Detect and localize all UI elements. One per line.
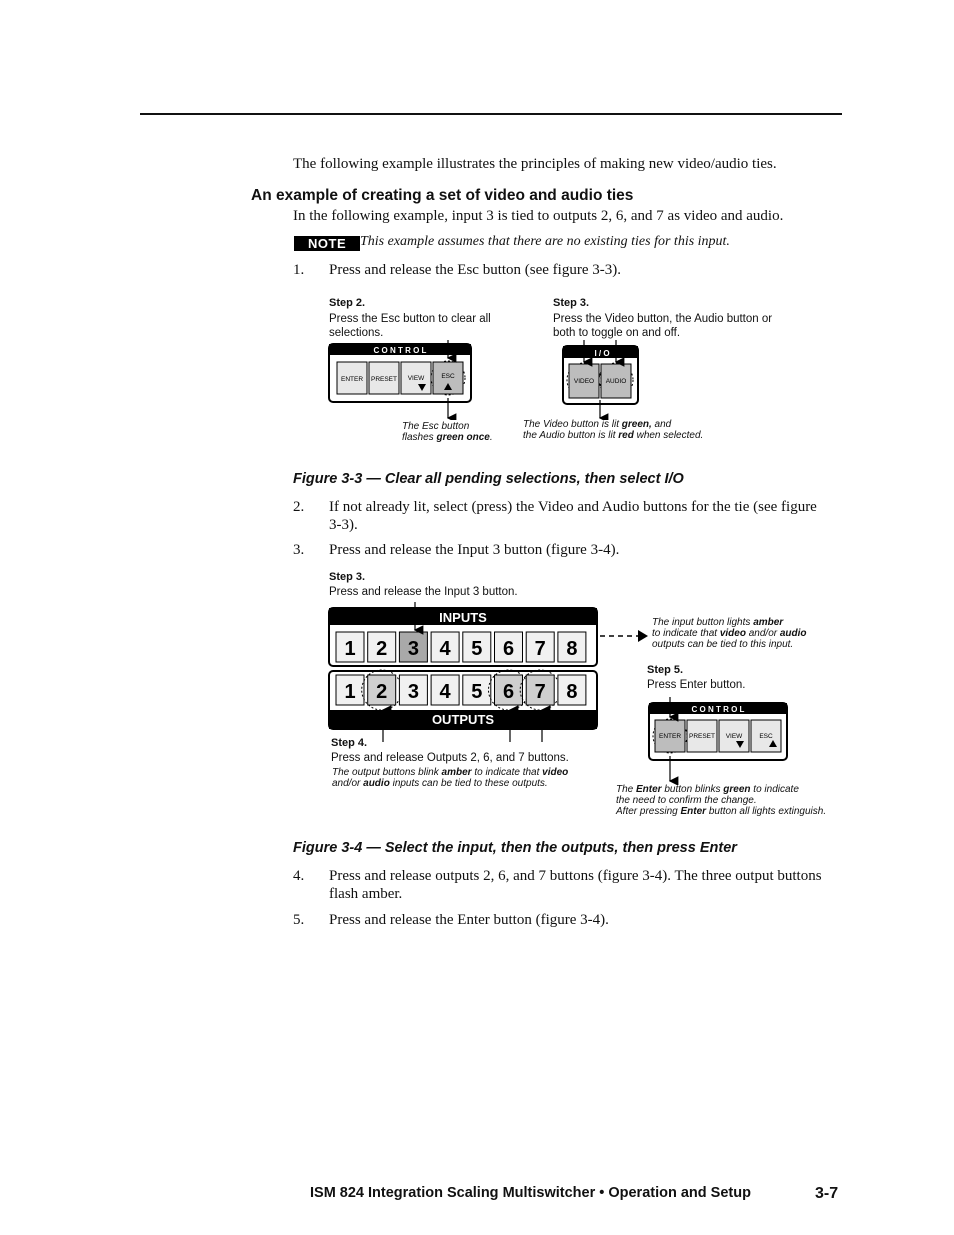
input-button-2[interactable] xyxy=(368,632,396,662)
input-button-4[interactable] xyxy=(431,632,459,662)
enter-caption: The Enter button blinks green to indicate the need to confirm the change. After pressing Enter button all lights extinguish. xyxy=(616,784,827,817)
footer-title: ISM 824 Integration Scaling Multiswitcher • Operation and Setup xyxy=(310,1185,751,1201)
input-caption: The input button lights amber to indicate that video and/or audio outputs can be tied to this input. xyxy=(652,617,807,650)
view-button[interactable] xyxy=(401,362,431,394)
list-item-text: Press and release the Enter button (figure 3-4). xyxy=(329,912,609,928)
intro-paragraph: The following example illustrates the principles of making new video/audio ties. xyxy=(293,156,777,172)
io-panel xyxy=(563,340,638,418)
enter-button[interactable] xyxy=(337,362,367,394)
input-button-7[interactable] xyxy=(526,632,554,662)
view-button[interactable] xyxy=(719,720,749,752)
svg-text:2: 2 xyxy=(376,638,388,660)
input-button-8[interactable] xyxy=(558,632,586,662)
fig3-step3-title: Step 3. xyxy=(553,297,590,309)
svg-text:VIDEO: VIDEO xyxy=(573,378,595,385)
fig4-step3-title: Step 3. xyxy=(329,571,366,583)
list-item: 4. xyxy=(293,868,305,884)
svg-text:5: 5 xyxy=(471,681,483,703)
svg-text:PRESET: PRESET xyxy=(688,733,716,740)
svg-text:VIEW: VIEW xyxy=(725,733,743,740)
fig4-step4-title: Step 4. xyxy=(331,737,368,749)
figure-3-3-caption: Figure 3-3 — Clear all pending selections, then select I/O xyxy=(293,471,684,487)
list-item-text: Press and release the Input 3 button (figure 3-4). xyxy=(329,542,620,558)
figure-3-4-caption: Figure 3-4 — Select the input, then the outputs, then press Enter xyxy=(293,840,737,856)
outputs-label: OUTPUTS xyxy=(431,712,495,727)
preset-button[interactable] xyxy=(687,720,717,752)
svg-text:7: 7 xyxy=(534,638,546,660)
page-number: 3-7 xyxy=(815,1185,839,1202)
list-item-text: Press and release the Esc button (see figure 3-3). xyxy=(329,262,621,278)
svg-text:5: 5 xyxy=(471,638,483,660)
svg-text:8: 8 xyxy=(566,681,578,703)
list-item: 2. xyxy=(293,499,305,515)
io-label: I / O xyxy=(594,349,610,358)
fig3-step2-title: Step 2. xyxy=(329,297,366,309)
list-item-text: If not already lit, select (press) the Video and Audio buttons for the tie (see figure 3-3). xyxy=(329,499,817,533)
svg-text:6: 6 xyxy=(502,638,515,660)
fig4-step5-text: Press Enter button. xyxy=(647,679,746,691)
enter-button[interactable] xyxy=(653,719,687,753)
svg-text:C O N T R O L: C O N T R O L xyxy=(691,705,745,714)
section-intro: In the following example, input 3 is tied to outputs 2, 6, and 7 as video and audio. xyxy=(293,208,784,224)
preset-button[interactable] xyxy=(369,362,399,394)
list-item-text: Press and release outputs 2, 6, and 7 buttons (figure 3-4). The three output buttons flash amber. xyxy=(329,868,822,902)
control-label: C O N T R O L xyxy=(373,346,427,355)
esc-caption: The Esc button flashes green once. xyxy=(402,421,493,443)
svg-text:VIEW: VIEW xyxy=(407,375,425,382)
fig3-step2-text: Press the Esc button to clear all selections. xyxy=(329,313,491,339)
svg-text:ESC: ESC xyxy=(441,373,455,380)
header-rule xyxy=(140,113,842,115)
svg-text:6: 6 xyxy=(502,681,515,703)
svg-text:1: 1 xyxy=(344,638,356,660)
fig4-step5-title: Step 5. xyxy=(647,664,684,676)
svg-text:AUDIO: AUDIO xyxy=(605,378,627,385)
arrow-right-icon xyxy=(638,630,648,642)
fig3-diagram xyxy=(320,340,740,420)
esc-button[interactable] xyxy=(431,361,465,395)
input-button-5[interactable] xyxy=(463,632,491,662)
svg-text:3: 3 xyxy=(407,681,419,703)
section-heading: An example of creating a set of video and audio ties xyxy=(251,187,634,204)
input-button-6[interactable] xyxy=(495,632,523,662)
svg-text:4: 4 xyxy=(439,681,451,703)
list-item: 5. xyxy=(293,912,305,928)
svg-text:1: 1 xyxy=(344,681,356,703)
input-button-3[interactable] xyxy=(399,632,427,662)
inputs-label: INPUTS xyxy=(439,610,487,625)
audio-button[interactable] xyxy=(599,363,633,398)
svg-text:4: 4 xyxy=(439,638,451,660)
control-panel xyxy=(329,340,471,418)
svg-text:2: 2 xyxy=(376,681,388,703)
io-caption: The Video button is lit green, and the Audio button is lit red when selected. xyxy=(523,419,704,441)
note-badge: NOTE xyxy=(294,236,360,251)
note-text: This example assumes that there are no existing ties for this input. xyxy=(360,234,730,249)
svg-text:PRESET: PRESET xyxy=(370,376,398,383)
fig4-control-panel xyxy=(640,695,800,785)
dashed-arrow xyxy=(598,628,650,644)
svg-text:ESC: ESC xyxy=(759,733,773,740)
svg-text:7: 7 xyxy=(534,681,546,703)
list-item-number: 1 xyxy=(293,262,301,278)
svg-text:3: 3 xyxy=(407,638,419,660)
output-caption: The output buttons blink amber to indicate that video and/or audio inputs can be tied to these outputs. xyxy=(332,767,569,789)
svg-text:ENTER: ENTER xyxy=(340,376,364,383)
esc-button[interactable] xyxy=(751,720,781,752)
video-button[interactable] xyxy=(567,363,601,398)
input-button-1[interactable] xyxy=(336,632,364,662)
list-item: 3. xyxy=(293,542,305,558)
list-item: 1. xyxy=(293,262,305,278)
svg-text:ENTER: ENTER xyxy=(658,733,682,740)
fig4-step4-text: Press and release Outputs 2, 6, and 7 buttons. xyxy=(331,752,569,764)
fig3-step3-text: Press the Video button, the Audio button or both to toggle on and off. xyxy=(553,313,773,339)
fig4-step3-text: Press and release the Input 3 button. xyxy=(329,586,518,598)
svg-text:8: 8 xyxy=(566,638,578,660)
